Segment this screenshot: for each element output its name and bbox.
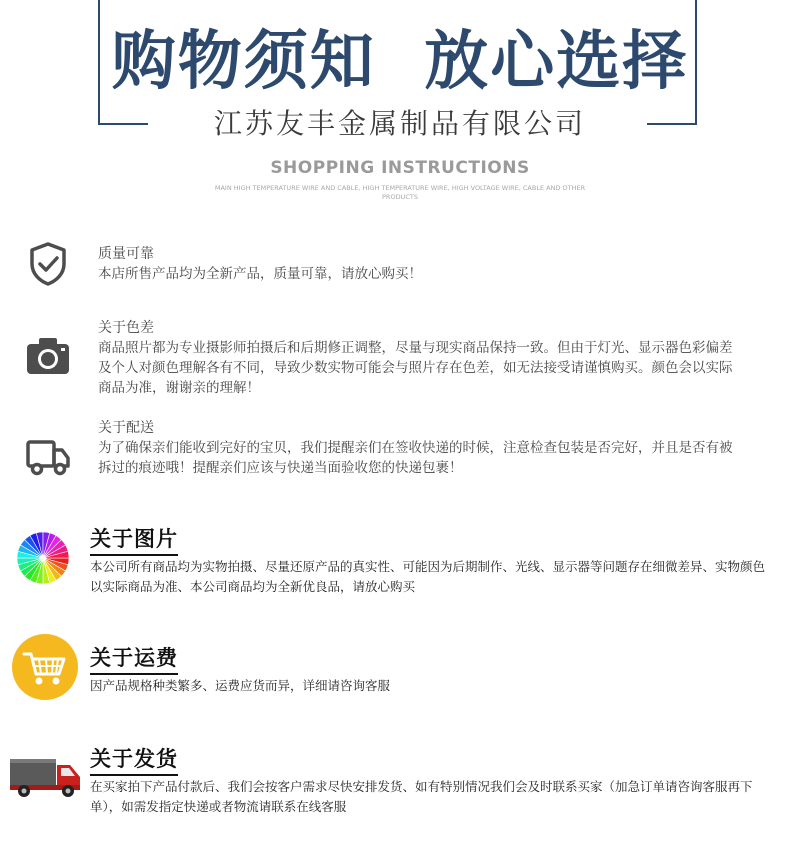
- color-wheel-icon: [16, 531, 70, 585]
- camera-icon: [24, 332, 72, 380]
- info-title: 关于色差: [98, 320, 154, 336]
- page-title: 购物须知 放心选择: [111, 25, 689, 99]
- info-body: 本店所售产品均为全新产品，质量可靠，请放心购买！: [98, 266, 422, 282]
- shopping-cart-icon: [12, 634, 78, 700]
- english-subtitle: MAIN HIGH TEMPERATURE WIRE AND CABLE, HIGH TEMPERATURE WIRE, HIGH VOLTAGE WIRE, CABLE AND OTHER PRODUCTS: [214, 184, 586, 201]
- delivery-truck-icon: [24, 432, 72, 480]
- section-body: 在买家拍下产品付款后、我们会按客户需求尽快安排发货、如有特别情况我们会及时联系买家（加急订单请咨询客服再下单），如需发指定快递或者物流请联系在线客服: [90, 779, 753, 814]
- section-body: 因产品规格种类繁多、运费应货而异，详细请咨询客服: [90, 678, 391, 693]
- section-title: 关于发货: [90, 745, 178, 776]
- section-body: 本公司所有商品均为实物拍摄、尽量还原产品的真实性、可能因为后期制作、光线、显示器等问题存在细微差异、实物颜色以实际商品为准、本公司商品均为全新优良品，请放心购买: [90, 559, 766, 594]
- info-title: 质量可靠: [98, 246, 154, 262]
- section-title: 关于图片: [90, 525, 178, 556]
- company-name: 江苏友丰金属制品有限公司: [213, 107, 586, 140]
- info-body: 商品照片都为专业摄影师拍摄后和后期修正调整，尽量与现实商品保持一致。但由于灯光、显示器色彩偏差及个人对颜色理解各有不同，导致少数实物可能会与照片存在色差，如无法接受请谨慎购买。颜色会以实际商品为准，谢谢亲的理解！: [98, 340, 733, 396]
- info-title: 关于配送: [98, 420, 154, 436]
- shield-check-icon: [24, 240, 72, 288]
- red-truck-icon: [10, 757, 82, 799]
- info-body: 为了确保亲们能收到完好的宝贝，我们提醒亲们在签收快递的时候，注意检查包装是否完好，并且是否有被拆过的痕迹哦！提醒亲们应该与快递当面验收您的快递包裹！: [98, 440, 733, 476]
- section-title: 关于运费: [90, 644, 178, 675]
- english-title: SHOPPING INSTRUCTIONS: [270, 158, 530, 178]
